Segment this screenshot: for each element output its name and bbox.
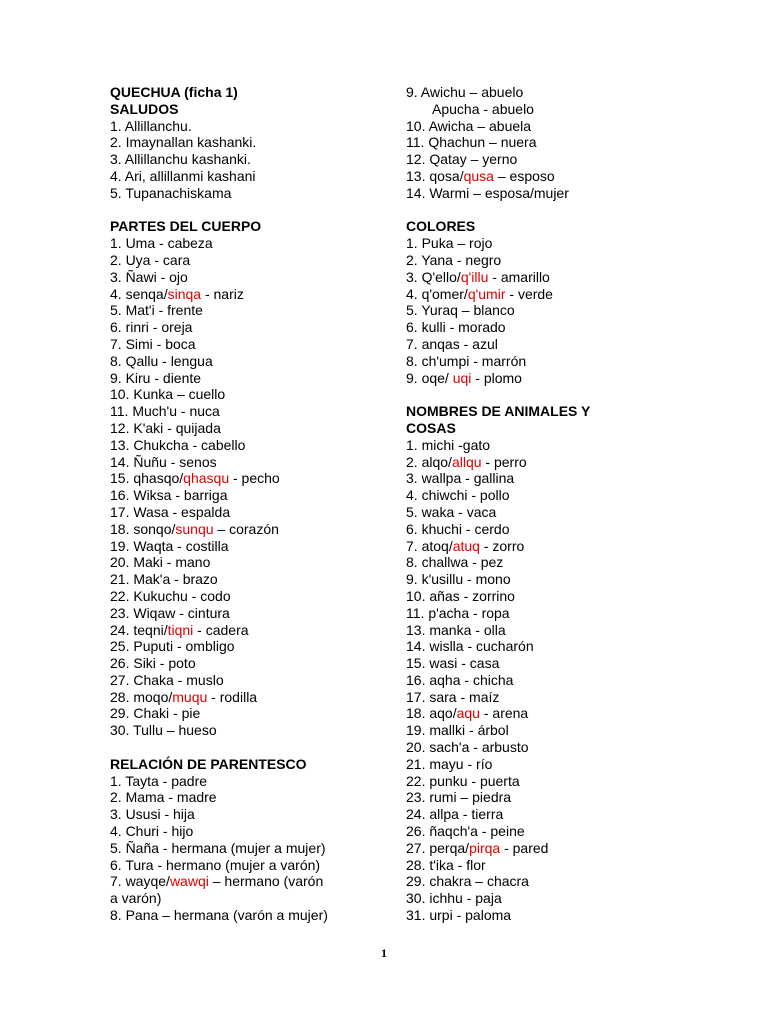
text-part: – hermano (varón [208, 873, 324, 890]
list-item [406, 168, 726, 185]
list-item: 5. Yuraq – blanco [406, 302, 515, 319]
list-item: 1. Allillanchu. [110, 117, 192, 134]
list-item: 1. michi -gato [406, 436, 491, 453]
text-part: - rodilla [207, 688, 258, 705]
text-part: 9. oqe/ [406, 369, 453, 386]
list-item: 2. Imaynallan kashanki. [110, 134, 257, 151]
section-heading: COLORES [406, 218, 476, 235]
list-item [110, 873, 390, 890]
list-item: 14. Warmi – esposa/mujer [406, 184, 569, 201]
list-item: 3. Ñawi - ojo [110, 268, 188, 285]
list-item [406, 269, 726, 286]
list-item: 14. Ñuñu - senos [110, 453, 217, 470]
list-item [110, 470, 390, 487]
list-item [110, 521, 390, 538]
list-item: 26. ñaqch'a - peine [406, 823, 525, 840]
alt-spelling: q'umir [467, 285, 506, 302]
list-item: 23. Wiqaw - cintura [110, 604, 230, 621]
list-item: 6. khuchi - cerdo [406, 520, 510, 537]
list-item: 29. chakra – chacra [406, 873, 529, 890]
text-part: – corazón [213, 520, 279, 537]
list-item: 6. rinri - oreja [110, 319, 193, 336]
list-item: 17. sara - maíz [406, 688, 500, 705]
alt-spelling: sunqu [175, 520, 214, 537]
list-item: 5. Mat'i - frente [110, 302, 203, 319]
list-item: 9. Awichu – abuelo [406, 84, 524, 100]
list-item: 24. allpa - tierra [406, 806, 504, 823]
list-item: 3. Allillanchu kashanki. [110, 151, 251, 168]
list-item [406, 454, 726, 471]
list-item: 15. wasi - casa [406, 655, 500, 672]
list-item: 5. waka - vaca [406, 503, 497, 520]
text-part: 3. Q'ello/ [406, 268, 461, 285]
section-heading: SALUDOS [110, 100, 179, 117]
list-item: 11. Much'u - nuca [110, 403, 220, 420]
text-part: 2. alqo/ [406, 453, 452, 470]
list-item: 6. kulli - morado [406, 319, 506, 336]
text-part: - pecho [229, 470, 280, 487]
list-item: 9. k'usillu - mono [406, 571, 511, 588]
text-part: 18. aqo/ [406, 705, 457, 722]
list-item [110, 689, 390, 706]
text-part: - arena [479, 705, 529, 722]
list-item [110, 622, 390, 639]
alt-spelling: muqu [172, 688, 208, 705]
list-item: 3. Ususi - hija [110, 806, 195, 823]
text-part: 7. wayqe/ [110, 873, 170, 890]
list-item: 4. chiwchi - pollo [406, 487, 510, 504]
alt-spelling: sinqa [167, 285, 202, 302]
list-item: 10. Awicha – abuela [406, 117, 532, 134]
list-item: 25. Puputi - ombligo [110, 638, 235, 655]
list-item: 20. sach'a - arbusto [406, 739, 529, 756]
list-item: 21. Mak'a - brazo [110, 571, 218, 588]
list-item: 10. añas - zorrino [406, 587, 515, 604]
section-heading: PARTES DEL CUERPO [110, 218, 262, 235]
alt-spelling: atuq [452, 537, 480, 554]
spacer [406, 202, 726, 219]
spacer [110, 202, 390, 219]
right-column [406, 84, 726, 924]
text-part: - amarillo [488, 268, 550, 285]
section-heading: NOMBRES DE ANIMALES Y [406, 403, 591, 420]
list-item: 28. t'ika - flor [406, 856, 486, 873]
list-item: 3. wallpa - gallina [406, 470, 515, 487]
list-item: 4. Churi - hijo [110, 823, 194, 840]
list-item: 11. p'acha - ropa [406, 604, 510, 621]
list-item: 22. Kukuchu - codo [110, 587, 231, 604]
text-part: - cadera [193, 621, 249, 638]
spacer [406, 386, 726, 403]
list-item: 10. Kunka – cuello [110, 386, 226, 403]
list-item: 12. Qatay – yerno [406, 151, 518, 168]
list-item: 8. Pana – hermana (varón a mujer) [110, 907, 328, 924]
text-part: 4. q'omer/ [406, 285, 468, 302]
list-item: 19. mallki - árbol [406, 722, 509, 739]
text-part: 7. atoq/ [406, 537, 453, 554]
list-item: 5. Tupanachiskama [110, 184, 232, 201]
alt-spelling: q'illu [460, 268, 489, 285]
alt-spelling: qhasqu [183, 470, 230, 487]
text-part: 15. qhasqo/ [110, 470, 184, 487]
alt-spelling: allqu [451, 453, 482, 470]
text-part: 4. senqa/ [110, 285, 168, 302]
list-item: 9. Kiru - diente [110, 369, 202, 386]
text-part: 18. sonqo/ [110, 520, 176, 537]
list-item: 13. manka - olla [406, 621, 506, 638]
text-part: 24. teqni/ [110, 621, 168, 638]
list-item: 16. aqha - chicha [406, 671, 514, 688]
list-item [406, 840, 726, 857]
list-item: 26. Siki - poto [110, 655, 196, 672]
text-part: – esposo [493, 167, 555, 184]
list-item: 14. wislla - cucharón [406, 638, 534, 655]
list-item: 30. Tullu – hueso [110, 722, 217, 739]
list-item: Apucha - abuelo [432, 100, 534, 117]
text-part: 13. qosa/ [406, 167, 464, 184]
list-item: 8. challwa - pez [406, 554, 504, 571]
list-item: 23. rumi – piedra [406, 789, 512, 806]
alt-spelling: tiqni [167, 621, 194, 638]
text-part: 27. perqa/ [406, 839, 470, 856]
list-item: 1. Puka – rojo [406, 235, 493, 252]
list-item [406, 370, 726, 387]
alt-spelling: qusa [463, 167, 494, 184]
list-item: 2. Yana - negro [406, 251, 502, 268]
list-item: 27. Chaka - muslo [110, 671, 224, 688]
text-part: - nariz [201, 285, 244, 302]
list-item: 2. Uya - cara [110, 251, 191, 268]
list-item: a varón) [110, 890, 162, 907]
list-item: 20. Maki - mano [110, 554, 211, 571]
list-item [406, 705, 726, 722]
list-item: 2. Mama - madre [110, 789, 217, 806]
list-item: 1. Uma - cabeza [110, 235, 213, 252]
list-item [406, 538, 726, 555]
text-part: 28. moqo/ [110, 688, 173, 705]
list-item [110, 286, 390, 303]
list-item: 17. Wasa - espalda [110, 503, 231, 520]
alt-spelling: pirqa [469, 839, 501, 856]
list-item: 8. ch'umpi - marrón [406, 352, 527, 369]
list-item: 22. punku - puerta [406, 772, 520, 789]
section-heading: RELACIÓN DE PARENTESCO [110, 755, 307, 772]
text-part: - pared [500, 839, 549, 856]
list-item [406, 286, 726, 303]
list-item: 11. Qhachun – nuera [406, 134, 537, 151]
section-heading: COSAS [406, 419, 456, 436]
text-part: - verde [505, 285, 553, 302]
list-item: 4. Ari, allillanmi kashani [110, 167, 256, 184]
list-item: 12. K'aki - quijada [110, 419, 221, 436]
spacer [110, 739, 390, 756]
list-item: 21. mayu - río [406, 755, 493, 772]
list-item: 6. Tura - hermano (mujer a varón) [110, 856, 321, 873]
alt-spelling: aqu [456, 705, 480, 722]
list-item: 5. Ñaña - hermana (mujer a mujer) [110, 839, 326, 856]
text-part: - zorro [479, 537, 525, 554]
list-item: 13. Chukcha - cabello [110, 436, 246, 453]
list-item: 7. Simi - boca [110, 335, 196, 352]
page-number: 1 [381, 946, 387, 960]
list-item: 16. Wiksa - barriga [110, 487, 228, 504]
text-part: - perro [481, 453, 527, 470]
alt-spelling: wawqi [169, 873, 209, 890]
list-item: 30. ichhu - paja [406, 890, 502, 907]
list-item: 29. Chaki - pie [110, 705, 201, 722]
list-item: 1. Tayta - padre [110, 772, 208, 789]
list-item: 7. anqas - azul [406, 335, 498, 352]
list-item: 19. Waqta - costilla [110, 537, 229, 554]
left-column [110, 84, 390, 924]
alt-spelling: uqi [452, 369, 472, 386]
section-heading: QUECHUA (ficha 1) [110, 84, 238, 100]
list-item: 31. urpi - paloma [406, 907, 512, 924]
list-item: 8. Qallu - lengua [110, 352, 213, 369]
text-part: - plomo [471, 369, 522, 386]
